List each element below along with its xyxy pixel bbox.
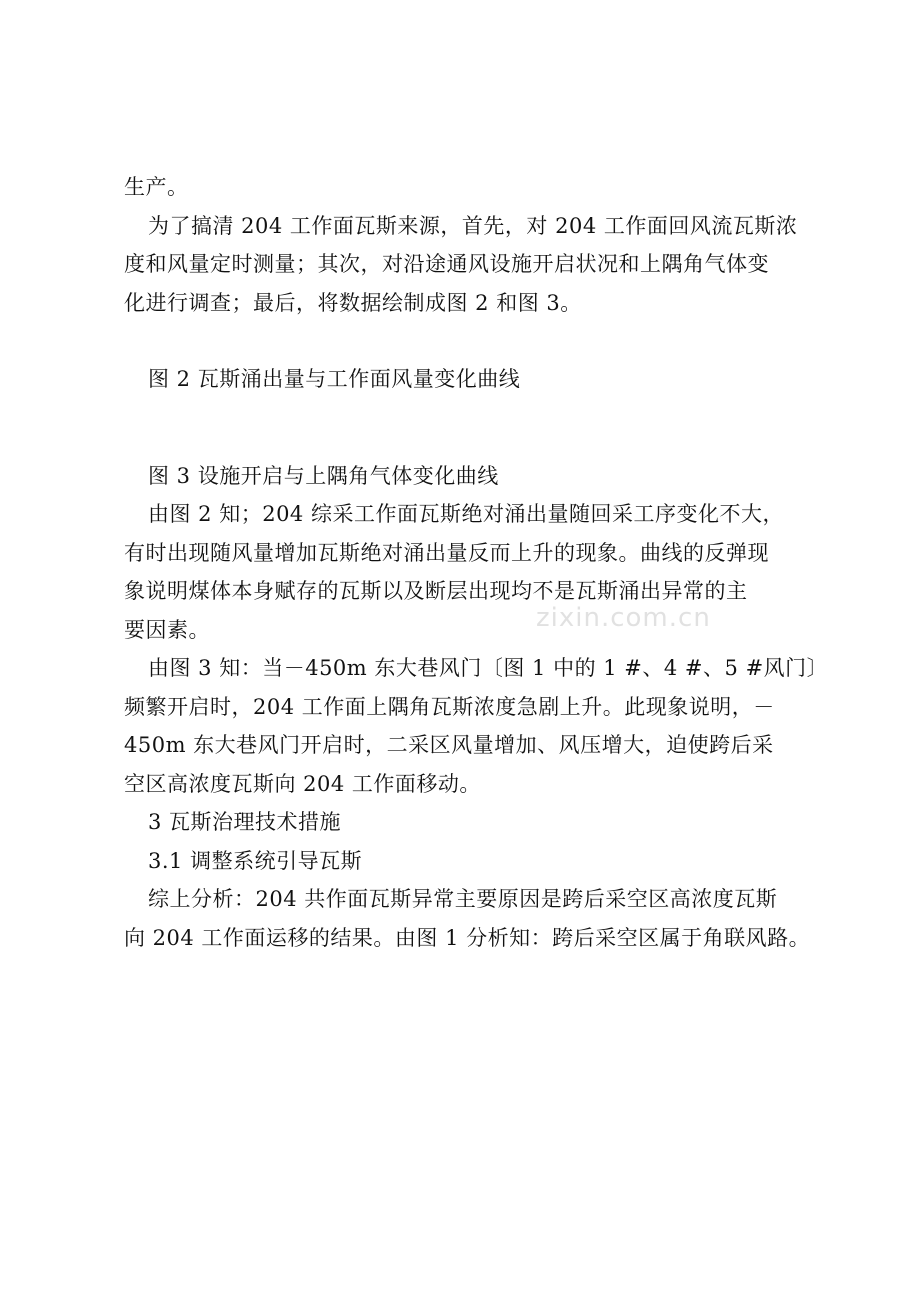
paragraph-line: 频繁开启时，204 工作面上隅角瓦斯浓度急剧上升。此现象说明，－ <box>124 694 775 719</box>
paragraph-line: 度和风量定时测量；其次，对沿途通风设施开启状况和上隅角气体变 <box>124 252 769 276</box>
paragraph-line: 由图 3 知：当－450m 东大巷风门〔图 1 中的 1 #、4 #、5 #风门〕 <box>148 656 829 680</box>
paragraph-line: 450m 东大巷风门开启时，二采区风量增加、风压增大，迫使跨后采 <box>124 733 774 757</box>
section-heading: 3 瓦斯治理技术措施 <box>148 810 342 834</box>
paragraph-line: 为了搞清 204 工作面瓦斯来源，首先，对 204 工作面回风流瓦斯浓 <box>148 213 798 238</box>
figure-caption: 图 2 瓦斯涌出量与工作面风量变化曲线 <box>148 367 521 391</box>
blank-line <box>124 399 824 457</box>
paragraph-line: 向 204 工作面运移的结果。由图 1 分析知：跨后采空区属于角联风路。 <box>124 925 811 950</box>
document-body <box>124 168 829 957</box>
paragraph-line: 空区高浓度瓦斯向 204 工作面移动。 <box>124 771 481 796</box>
watermark: zixin.com.cn <box>536 603 711 633</box>
paragraph-line: 综上分析：204 共作面瓦斯异常主要原因是跨后采空区高浓度瓦斯 <box>148 887 778 911</box>
paragraph-line: 由图 2 知；204 综采工作面瓦斯绝对涌出量随回采工序变化不大， <box>148 502 784 526</box>
paragraph-line: 化进行调查；最后，将数据绘制成图 2 和图 3。 <box>124 290 582 315</box>
paragraph-line: 象说明煤体本身赋存的瓦斯以及断层出现均不是瓦斯涌出异常的主 <box>124 579 748 603</box>
paragraph-line: 生产。 <box>124 175 189 199</box>
figure-caption: 图 3 设施开启与上隅角气体变化曲线 <box>148 463 499 488</box>
paragraph-line: 要因素。 <box>124 617 210 642</box>
blank-line <box>124 322 824 360</box>
subsection-heading: 3.1 调整系统引导瓦斯 <box>148 848 363 873</box>
paragraph-line: 有时出现随风量增加瓦斯绝对涌出量反而上升的现象。曲线的反弹现 <box>124 540 769 565</box>
